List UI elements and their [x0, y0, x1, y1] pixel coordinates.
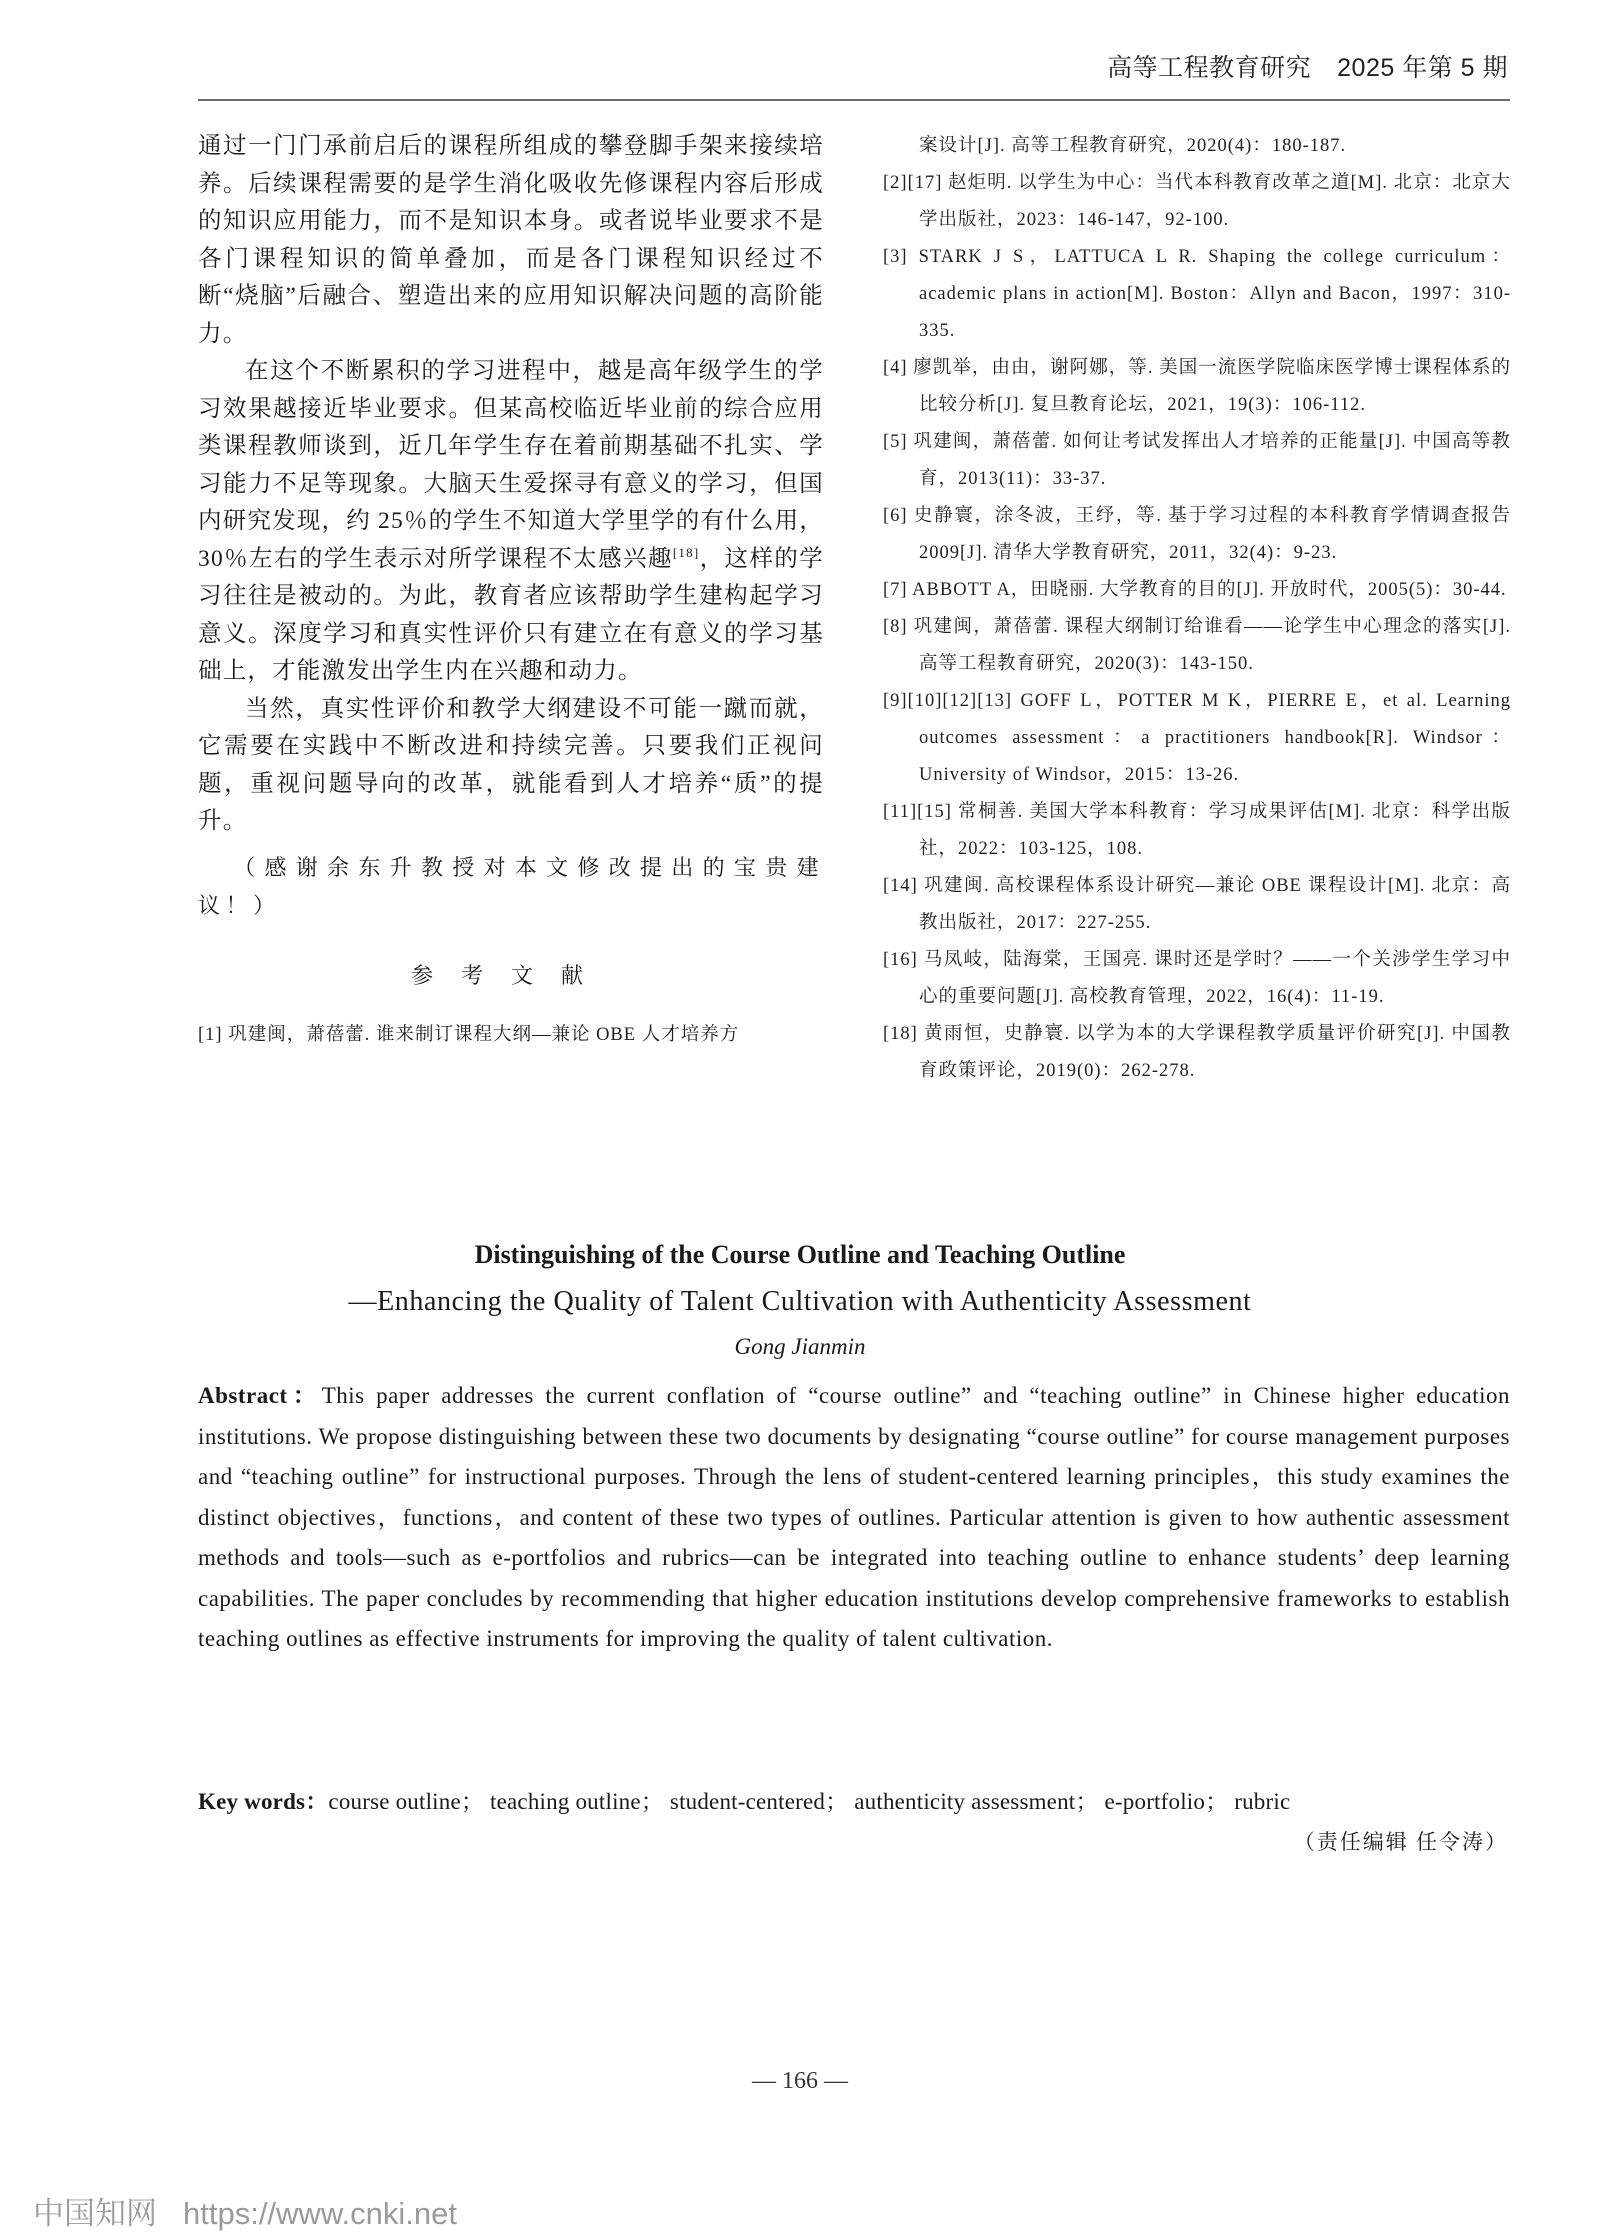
reference-item-continuation: 案设计[J]. 高等工程教育研究，2020(4)：180-187. [919, 136, 1347, 156]
reference-item: [5] 巩建闽，萧蓓蕾. 如何让考试发挥出人才培养的正能量[J]. 中国高等教育，2013(11)：33-37. [883, 432, 1511, 489]
reference-item: [8] 巩建闽，萧蓓蕾. 课程大纲制订给谁看——论学生中心理念的落实[J]. 高等工程教育研究，2020(3)：143-150. [883, 617, 1511, 674]
citation-link[interactable]: [18] [672, 544, 700, 560]
keywords-text: course outline； teaching outline； student-centered； authenticity assessment； e-portfolio； rubric [328, 1789, 1291, 1814]
reference-item: [6] 史静寰，涂冬波，王纾，等. 基于学习过程的本科教育学情调查报告 2009[J]. 清华大学教育研究，2011，32(4)：9-23. [883, 506, 1511, 563]
running-header [1107, 48, 1508, 84]
responsible-editor: （责任编辑 任令涛） [1293, 1830, 1508, 1854]
reference-item: [11][15] 常桐善. 美国大学本科教育：学习成果评估[M]. 北京：科学出版社，2022：103-125，108. [883, 802, 1511, 859]
reference-item: [3] STARK J S，LATTUCA L R. Shaping the college curriculum：academic plans in action[M]. Boston：Allyn and Bacon，1997：310-335. [883, 247, 1511, 341]
reference-item: [9][10][12][13] GOFF L，POTTER M K，PIERRE E，et al. Learning outcomes assessment：a practitioners handbook[R]. Windsor：University of Windsor，2015：13-26. [883, 691, 1511, 785]
reference-item: [2][17] 赵炬明. 以学生为中心：当代本科教育改革之道[M]. 北京：北京大学出版社，2023：146-147，92-100. [883, 173, 1511, 230]
reference-item: [1] 巩建闽，萧蓓蕾. 谁来制订课程大纲—兼论 OBE 人才培养方 [198, 1024, 740, 1045]
reference-item: [14] 巩建闽. 高校课程体系设计研究—兼论 OBE 课程设计[M]. 北京：高教出版社，2017：227-255. [883, 876, 1511, 933]
acknowledgement: （感谢余东升教授对本文修改提出的宝贵建议！） [198, 854, 824, 918]
header-rule [198, 99, 1510, 101]
reference-item: [4] 廖凯举，由由，谢阿娜，等. 美国一流医学院临床医学博士课程体系的比较分析[J]. 复旦教育论坛，2021，19(3)：106-112. [883, 358, 1511, 415]
issue-label: 2025 年第 5 期 [1337, 54, 1508, 82]
english-author: Gong Jianmin [734, 1334, 866, 1359]
english-title: Distinguishing of the Course Outline and Teaching Outline [474, 1240, 1126, 1269]
page-number: — 166 — [752, 2068, 848, 2094]
watermark-name: 中国知网 [33, 2196, 157, 2231]
left-column [198, 128, 824, 1054]
watermark-url[interactable]: https://www.cnki.net [183, 2196, 457, 2231]
right-column [883, 128, 1511, 1090]
paragraph-text: 在这个不断累积的学习进程中，越是高年级学生的学习效果越接近毕业要求。但某高校临近毕业前的综合应用类课程教师谈到，近几年学生存在着前期基础不扎实、学习能力不足等现象。大脑天生爱探寻有意义的学习，但国内研究发现，约 25％的学生不知道大学里学的有什么用，30％左右的学生表示对所学课程不太感兴趣 [198, 358, 824, 572]
english-abstract [198, 1376, 1510, 1660]
body-paragraph: 通过一门门承前启后的课程所组成的攀登脚手架来接续培养。后续课程需要的是学生消化吸收先修课程内容后形成的知识应用能力，而不是知识本身。或者说毕业要求不是各门课程知识的简单叠加，而是各门课程知识经过不断“烧脑”后融合、塑造出来的应用知识解决问题的高阶能力。 [198, 133, 824, 347]
paragraph-text: ，这样的学习往往是被动的。为此，教育者应该帮助学生建构起学习意义。深度学习和真实性评价只有建立在有意义的学习基础上，才能激发出学生内在兴趣和动力。 [198, 545, 825, 684]
journal-name: 高等工程教育研究 [1107, 54, 1312, 82]
english-subtitle: —Enhancing the Quality of Talent Cultivation with Authenticity Assessment [348, 1286, 1252, 1317]
cnki-watermark [33, 2188, 457, 2233]
reference-item: [7] ABBOTT A，田晓丽. 大学教育的目的[J]. 开放时代，2005(5)：30-44. [883, 580, 1507, 600]
body-paragraph [198, 353, 824, 691]
reference-item: [18] 黄雨恒，史静寰. 以学为本的大学课程教学质量评价研究[J]. 中国教育政策评论，2019(0)：262-278. [883, 1024, 1511, 1081]
english-keywords [198, 1782, 1510, 1823]
reference-item: [16] 马凤岐，陆海棠，王国亮. 课时还是学时？——一个关涉学生学习中心的重要问题[J]. 高校教育管理，2022，16(4)：11-19. [883, 950, 1511, 1007]
abstract-label: Abstract： [198, 1383, 322, 1408]
abstract-text: This paper addresses the current conflation of “course outline” and “teaching outline” in Chinese higher education institutions. We propose distinguishing between these two documents by designating “course outline” for course management purposes and “teaching outline” for instructional purposes. Through the lens of student-centered learning principles，this study examines the distinct objectives，functions，and content of these two types of outlines. Particular attention is given to how authentic assessment methods and tools—such as e-portfolios and rubrics—can be integrated into teaching outline to enhance students’ deep learning capabilities. The paper concludes by recommending that higher education institutions develop comprehensive frameworks to establish teaching outlines as effective instruments for improving the quality of talent cultivation. [198, 1383, 1510, 1651]
references-heading: 参考文献 [410, 962, 611, 988]
keywords-label: Key words： [198, 1789, 329, 1814]
body-paragraph: 当然，真实性评价和教学大纲建设不可能一蹴而就，它需要在实践中不断改进和持续完善。只要我们正视问题，重视问题导向的改革，就能看到人才培养“质”的提升。 [198, 695, 824, 834]
